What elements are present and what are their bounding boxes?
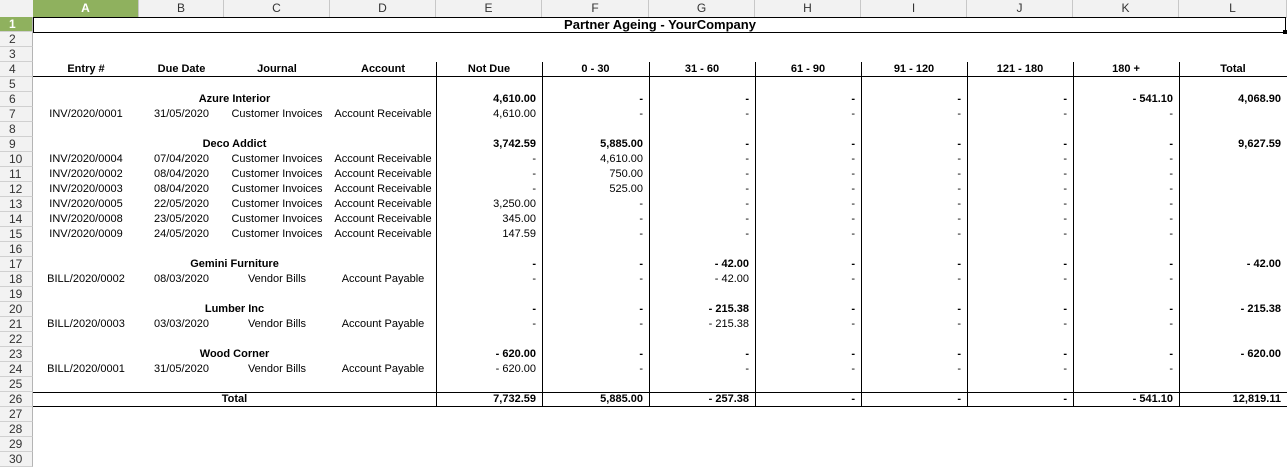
column-header-b[interactable]: B bbox=[139, 0, 224, 17]
entry-number[interactable]: INV/2020/0004 bbox=[49, 153, 123, 165]
entry-value-not-due[interactable]: 4,610.00 bbox=[493, 108, 536, 120]
entry-value-31-60[interactable]: - bbox=[745, 153, 749, 165]
total-label[interactable]: Total bbox=[221, 393, 248, 405]
partner-deco-addict-total[interactable]: 9,627.59 bbox=[1238, 138, 1281, 150]
entry-value-31-60[interactable]: - bbox=[745, 363, 749, 375]
entry-value-180[interactable]: - bbox=[1169, 153, 1173, 165]
header-180[interactable]: 180 + bbox=[1112, 63, 1140, 75]
due-date[interactable]: 08/04/2020 bbox=[153, 183, 210, 195]
entry-value-91-120[interactable]: - bbox=[957, 168, 961, 180]
column-border-k bbox=[1073, 62, 1074, 406]
header-account[interactable]: Account bbox=[361, 63, 405, 75]
journal[interactable]: Customer Invoices bbox=[231, 228, 323, 240]
entry-value-0-30[interactable]: 4,610.00 bbox=[600, 153, 643, 165]
account[interactable]: Account Receivable bbox=[334, 213, 432, 225]
due-date[interactable]: 08/04/2020 bbox=[153, 168, 210, 180]
total-180[interactable]: - 541.10 bbox=[1132, 393, 1173, 405]
entry-value-31-60[interactable]: - bbox=[745, 108, 749, 120]
entry-value-180[interactable]: - bbox=[1169, 168, 1173, 180]
row-header-23[interactable]: 23 bbox=[0, 347, 33, 362]
header-61-90[interactable]: 61 - 90 bbox=[790, 63, 826, 75]
entry-value-0-30[interactable]: - bbox=[639, 213, 643, 225]
partner-azure-interior-180[interactable]: - 541.10 bbox=[1132, 93, 1173, 105]
journal[interactable]: Vendor Bills bbox=[247, 318, 307, 330]
account[interactable]: Account Receivable bbox=[334, 153, 432, 165]
header-due-date[interactable]: Due Date bbox=[157, 63, 206, 75]
row-header-21[interactable]: 21 bbox=[0, 317, 33, 332]
entry-value-61-90[interactable]: - bbox=[851, 213, 855, 225]
total-61-90[interactable]: - bbox=[851, 393, 855, 405]
row-header-9[interactable]: 9 bbox=[0, 137, 33, 152]
header-91-120[interactable]: 91 - 120 bbox=[893, 63, 935, 75]
partner-gemini-furniture-121-180[interactable]: - bbox=[1063, 258, 1067, 270]
entry-value-not-due[interactable]: - bbox=[532, 183, 536, 195]
row-header-29[interactable]: 29 bbox=[0, 437, 33, 452]
partner-wood-corner-not-due[interactable]: - 620.00 bbox=[495, 348, 536, 360]
total-31-60[interactable]: - 257.38 bbox=[708, 393, 749, 405]
column-border-l bbox=[1179, 62, 1180, 406]
row-header-5[interactable]: 5 bbox=[0, 77, 33, 92]
entry-value-31-60[interactable]: - bbox=[745, 183, 749, 195]
partner-deco-addict-31-60[interactable]: - bbox=[745, 138, 749, 150]
column-header-j[interactable]: J bbox=[967, 0, 1073, 17]
row-header-17[interactable]: 17 bbox=[0, 257, 33, 272]
entry-value-121-180[interactable]: - bbox=[1063, 213, 1067, 225]
journal[interactable]: Customer Invoices bbox=[231, 153, 323, 165]
partner-gemini-furniture-not-due[interactable]: - bbox=[532, 258, 536, 270]
partner-name-deco-addict[interactable]: Deco Addict bbox=[202, 138, 267, 150]
column-border-e bbox=[436, 62, 437, 406]
due-date[interactable]: 31/05/2020 bbox=[153, 363, 210, 375]
entry-value-0-30[interactable]: - bbox=[639, 198, 643, 210]
total-top-border bbox=[33, 392, 1287, 393]
entry-value-31-60[interactable]: - bbox=[745, 228, 749, 240]
row-header-20[interactable]: 20 bbox=[0, 302, 33, 317]
partner-lumber-inc-91-120[interactable]: - bbox=[957, 303, 961, 315]
partner-deco-addict-0-30[interactable]: 5,885.00 bbox=[600, 138, 643, 150]
entry-value-121-180[interactable]: - bbox=[1063, 153, 1067, 165]
header-31-60[interactable]: 31 - 60 bbox=[684, 63, 720, 75]
partner-lumber-inc-180[interactable]: - bbox=[1169, 303, 1173, 315]
column-border-i bbox=[861, 62, 862, 406]
row-header-25[interactable]: 25 bbox=[0, 377, 33, 392]
entry-value-31-60[interactable]: - 215.38 bbox=[708, 318, 749, 330]
partner-gemini-furniture-31-60[interactable]: - 42.00 bbox=[714, 258, 749, 270]
row-header-4[interactable]: 4 bbox=[0, 62, 33, 77]
entry-value-61-90[interactable]: - bbox=[851, 168, 855, 180]
due-date[interactable]: 31/05/2020 bbox=[153, 108, 210, 120]
entry-value-61-90[interactable]: - bbox=[851, 153, 855, 165]
account[interactable]: Account Receivable bbox=[334, 108, 432, 120]
entry-value-91-120[interactable]: - bbox=[957, 273, 961, 285]
journal[interactable]: Vendor Bills bbox=[247, 363, 307, 375]
row-header-27[interactable]: 27 bbox=[0, 407, 33, 422]
entry-value-61-90[interactable]: - bbox=[851, 198, 855, 210]
entry-value-0-30[interactable]: - bbox=[639, 108, 643, 120]
account[interactable]: Account Receivable bbox=[334, 183, 432, 195]
entry-value-61-90[interactable]: - bbox=[851, 363, 855, 375]
journal[interactable]: Customer Invoices bbox=[231, 213, 323, 225]
column-header-k[interactable]: K bbox=[1073, 0, 1179, 17]
partner-wood-corner-61-90[interactable]: - bbox=[851, 348, 855, 360]
partner-name-lumber-inc[interactable]: Lumber Inc bbox=[204, 303, 265, 315]
partner-lumber-inc-total[interactable]: - 215.38 bbox=[1240, 303, 1281, 315]
row-header-1[interactable]: 1 bbox=[0, 17, 33, 32]
entry-value-121-180[interactable]: - bbox=[1063, 318, 1067, 330]
entry-value-121-180[interactable]: - bbox=[1063, 108, 1067, 120]
entry-value-not-due[interactable]: 345.00 bbox=[502, 213, 536, 225]
account[interactable]: Account Payable bbox=[341, 318, 425, 330]
row-header-2[interactable]: 2 bbox=[0, 32, 33, 47]
partner-azure-interior-91-120[interactable]: - bbox=[957, 93, 961, 105]
row-header-30[interactable]: 30 bbox=[0, 452, 33, 467]
partner-lumber-inc-0-30[interactable]: - bbox=[639, 303, 643, 315]
column-header-g[interactable]: G bbox=[649, 0, 755, 17]
cell-cursor bbox=[33, 17, 1286, 33]
row-header-3[interactable]: 3 bbox=[0, 47, 33, 62]
entry-value-not-due[interactable]: - bbox=[532, 153, 536, 165]
row-header-19[interactable]: 19 bbox=[0, 287, 33, 302]
row-header-13[interactable]: 13 bbox=[0, 197, 33, 212]
entry-value-not-due[interactable]: - bbox=[532, 273, 536, 285]
row-header-15[interactable]: 15 bbox=[0, 227, 33, 242]
due-date[interactable]: 22/05/2020 bbox=[153, 198, 210, 210]
due-date[interactable]: 08/03/2020 bbox=[153, 273, 210, 285]
entry-value-not-due[interactable]: 3,250.00 bbox=[493, 198, 536, 210]
entry-value-61-90[interactable]: - bbox=[851, 108, 855, 120]
column-header-d[interactable]: D bbox=[330, 0, 436, 17]
header-121-180[interactable]: 121 - 180 bbox=[996, 63, 1044, 75]
partner-azure-interior-0-30[interactable]: - bbox=[639, 93, 643, 105]
entry-number[interactable]: BILL/2020/0002 bbox=[47, 273, 125, 285]
partner-azure-interior-not-due[interactable]: 4,610.00 bbox=[493, 93, 536, 105]
account[interactable]: Account Receivable bbox=[334, 198, 432, 210]
partner-deco-addict-not-due[interactable]: 3,742.59 bbox=[493, 138, 536, 150]
header-journal[interactable]: Journal bbox=[257, 63, 297, 75]
entry-value-91-120[interactable]: - bbox=[957, 108, 961, 120]
header-0-30[interactable]: 0 - 30 bbox=[581, 63, 610, 75]
journal[interactable]: Customer Invoices bbox=[231, 198, 323, 210]
column-headers bbox=[0, 0, 1287, 18]
column-header-a[interactable]: A bbox=[33, 0, 139, 17]
entry-value-91-120[interactable]: - bbox=[957, 198, 961, 210]
partner-deco-addict-180[interactable]: - bbox=[1169, 138, 1173, 150]
column-header-l[interactable]: L bbox=[1179, 0, 1287, 17]
partner-deco-addict-61-90[interactable]: - bbox=[851, 138, 855, 150]
due-date[interactable]: 24/05/2020 bbox=[153, 228, 210, 240]
entry-value-0-30[interactable]: - bbox=[639, 228, 643, 240]
partner-lumber-inc-31-60[interactable]: - 215.38 bbox=[708, 303, 749, 315]
due-date[interactable]: 23/05/2020 bbox=[153, 213, 210, 225]
entry-value-0-30[interactable]: - bbox=[639, 273, 643, 285]
partner-name-gemini-furniture[interactable]: Gemini Furniture bbox=[190, 258, 279, 270]
entry-value-91-120[interactable]: - bbox=[957, 363, 961, 375]
entry-number[interactable]: INV/2020/0001 bbox=[49, 108, 123, 120]
entry-value-not-due[interactable]: 147.59 bbox=[502, 228, 536, 240]
entry-value-31-60[interactable]: - 42.00 bbox=[714, 273, 749, 285]
partner-azure-interior-61-90[interactable]: - bbox=[851, 93, 855, 105]
account[interactable]: Account Payable bbox=[341, 363, 425, 375]
entry-number[interactable]: BILL/2020/0001 bbox=[47, 363, 125, 375]
partner-wood-corner-0-30[interactable]: - bbox=[639, 348, 643, 360]
header-entry[interactable]: Entry # bbox=[67, 63, 105, 75]
partner-gemini-furniture-total[interactable]: - 42.00 bbox=[1246, 258, 1281, 270]
entry-value-31-60[interactable]: - bbox=[745, 198, 749, 210]
header-not-due[interactable]: Not Due bbox=[467, 63, 511, 75]
entry-value-61-90[interactable]: - bbox=[851, 183, 855, 195]
entry-value-91-120[interactable]: - bbox=[957, 183, 961, 195]
due-date[interactable]: 03/03/2020 bbox=[153, 318, 210, 330]
total-bottom-border bbox=[33, 406, 1287, 407]
entry-value-61-90[interactable]: - bbox=[851, 273, 855, 285]
total-0-30[interactable]: 5,885.00 bbox=[600, 393, 643, 405]
column-border-h bbox=[755, 62, 756, 406]
partner-azure-interior-total[interactable]: 4,068.90 bbox=[1238, 93, 1281, 105]
header-total[interactable]: Total bbox=[1220, 63, 1246, 75]
entry-value-91-120[interactable]: - bbox=[957, 153, 961, 165]
entry-value-31-60[interactable]: - bbox=[745, 213, 749, 225]
entry-value-180[interactable]: - bbox=[1169, 318, 1173, 330]
entry-number[interactable]: INV/2020/0003 bbox=[49, 183, 123, 195]
row-header-12[interactable]: 12 bbox=[0, 182, 33, 197]
total-91-120[interactable]: - bbox=[957, 393, 961, 405]
row-header-10[interactable]: 10 bbox=[0, 152, 33, 167]
entry-value-91-120[interactable]: - bbox=[957, 213, 961, 225]
entry-value-0-30[interactable]: - bbox=[639, 318, 643, 330]
partner-wood-corner-180[interactable]: - bbox=[1169, 348, 1173, 360]
row-header-28[interactable]: 28 bbox=[0, 422, 33, 437]
report-title[interactable]: Partner Ageing - YourCompany bbox=[564, 17, 756, 32]
entry-value-not-due[interactable]: - bbox=[532, 168, 536, 180]
entry-number[interactable]: INV/2020/0002 bbox=[49, 168, 123, 180]
entry-value-61-90[interactable]: - bbox=[851, 318, 855, 330]
entry-number[interactable]: INV/2020/0009 bbox=[49, 228, 123, 240]
entry-value-180[interactable]: - bbox=[1169, 228, 1173, 240]
entry-value-91-120[interactable]: - bbox=[957, 228, 961, 240]
column-border-j bbox=[967, 62, 968, 406]
column-border-g bbox=[649, 62, 650, 406]
column-border-f bbox=[542, 62, 543, 406]
entry-value-0-30[interactable]: 750.00 bbox=[609, 168, 643, 180]
row-header-24[interactable]: 24 bbox=[0, 362, 33, 377]
entry-number[interactable]: INV/2020/0008 bbox=[49, 213, 123, 225]
partner-gemini-furniture-0-30[interactable]: - bbox=[639, 258, 643, 270]
partner-wood-corner-31-60[interactable]: - bbox=[745, 348, 749, 360]
partner-wood-corner-total[interactable]: - 620.00 bbox=[1240, 348, 1281, 360]
entry-value-61-90[interactable]: - bbox=[851, 228, 855, 240]
row-header-26[interactable]: 26 bbox=[0, 392, 33, 407]
total-121-180[interactable]: - bbox=[1063, 393, 1067, 405]
column-header-e[interactable]: E bbox=[436, 0, 542, 17]
partner-gemini-furniture-91-120[interactable]: - bbox=[957, 258, 961, 270]
due-date[interactable]: 07/04/2020 bbox=[153, 153, 210, 165]
entry-value-91-120[interactable]: - bbox=[957, 318, 961, 330]
column-header-h[interactable]: H bbox=[755, 0, 861, 17]
entry-value-121-180[interactable]: - bbox=[1063, 168, 1067, 180]
total-not-due[interactable]: 7,732.59 bbox=[493, 393, 536, 405]
entry-value-121-180[interactable]: - bbox=[1063, 273, 1067, 285]
row-header-11[interactable]: 11 bbox=[0, 167, 33, 182]
journal[interactable]: Customer Invoices bbox=[231, 108, 323, 120]
entry-value-121-180[interactable]: - bbox=[1063, 363, 1067, 375]
partner-gemini-furniture-180[interactable]: - bbox=[1169, 258, 1173, 270]
account[interactable]: Account Receivable bbox=[334, 228, 432, 240]
partner-name-wood-corner[interactable]: Wood Corner bbox=[199, 348, 270, 360]
partner-deco-addict-121-180[interactable]: - bbox=[1063, 138, 1067, 150]
cell-grid[interactable] bbox=[33, 17, 1287, 472]
account[interactable]: Account Payable bbox=[341, 273, 425, 285]
partner-lumber-inc-121-180[interactable]: - bbox=[1063, 303, 1067, 315]
partner-lumber-inc-61-90[interactable]: - bbox=[851, 303, 855, 315]
column-header-i[interactable]: I bbox=[861, 0, 967, 17]
total-total[interactable]: 12,819.11 bbox=[1232, 393, 1281, 405]
row-header-14[interactable]: 14 bbox=[0, 212, 33, 227]
entry-value-0-30[interactable]: 525.00 bbox=[609, 183, 643, 195]
entry-value-180[interactable]: - bbox=[1169, 213, 1173, 225]
row-header-8[interactable]: 8 bbox=[0, 122, 33, 137]
partner-gemini-furniture-61-90[interactable]: - bbox=[851, 258, 855, 270]
row-header-6[interactable]: 6 bbox=[0, 92, 33, 107]
entry-value-31-60[interactable]: - bbox=[745, 168, 749, 180]
partner-azure-interior-121-180[interactable]: - bbox=[1063, 93, 1067, 105]
entry-value-0-30[interactable]: - bbox=[639, 363, 643, 375]
entry-value-180[interactable]: - bbox=[1169, 198, 1173, 210]
fill-handle[interactable] bbox=[1283, 30, 1287, 34]
partner-wood-corner-91-120[interactable]: - bbox=[957, 348, 961, 360]
entry-number[interactable]: BILL/2020/0003 bbox=[47, 318, 125, 330]
account[interactable]: Account Receivable bbox=[334, 168, 432, 180]
row-header-18[interactable]: 18 bbox=[0, 272, 33, 287]
partner-wood-corner-121-180[interactable]: - bbox=[1063, 348, 1067, 360]
entry-value-121-180[interactable]: - bbox=[1063, 183, 1067, 195]
entry-value-121-180[interactable]: - bbox=[1063, 228, 1067, 240]
entry-value-180[interactable]: - bbox=[1169, 108, 1173, 120]
partner-azure-interior-31-60[interactable]: - bbox=[745, 93, 749, 105]
journal[interactable]: Customer Invoices bbox=[231, 183, 323, 195]
entry-value-121-180[interactable]: - bbox=[1063, 198, 1067, 210]
partner-name-azure-interior[interactable]: Azure Interior bbox=[198, 93, 271, 105]
partner-deco-addict-91-120[interactable]: - bbox=[957, 138, 961, 150]
row-header-7[interactable]: 7 bbox=[0, 107, 33, 122]
partner-lumber-inc-not-due[interactable]: - bbox=[532, 303, 536, 315]
entry-value-not-due[interactable]: - bbox=[532, 318, 536, 330]
row-header-16[interactable]: 16 bbox=[0, 242, 33, 257]
entry-number[interactable]: INV/2020/0005 bbox=[49, 198, 123, 210]
row-header-22[interactable]: 22 bbox=[0, 332, 33, 347]
column-header-f[interactable]: F bbox=[542, 0, 649, 17]
column-header-c[interactable]: C bbox=[224, 0, 330, 17]
entry-value-180[interactable]: - bbox=[1169, 273, 1173, 285]
entry-value-180[interactable]: - bbox=[1169, 183, 1173, 195]
journal[interactable]: Vendor Bills bbox=[247, 273, 307, 285]
entry-value-180[interactable]: - bbox=[1169, 363, 1173, 375]
entry-value-not-due[interactable]: - 620.00 bbox=[495, 363, 536, 375]
header-bottom-border bbox=[33, 76, 1287, 77]
journal[interactable]: Customer Invoices bbox=[231, 168, 323, 180]
